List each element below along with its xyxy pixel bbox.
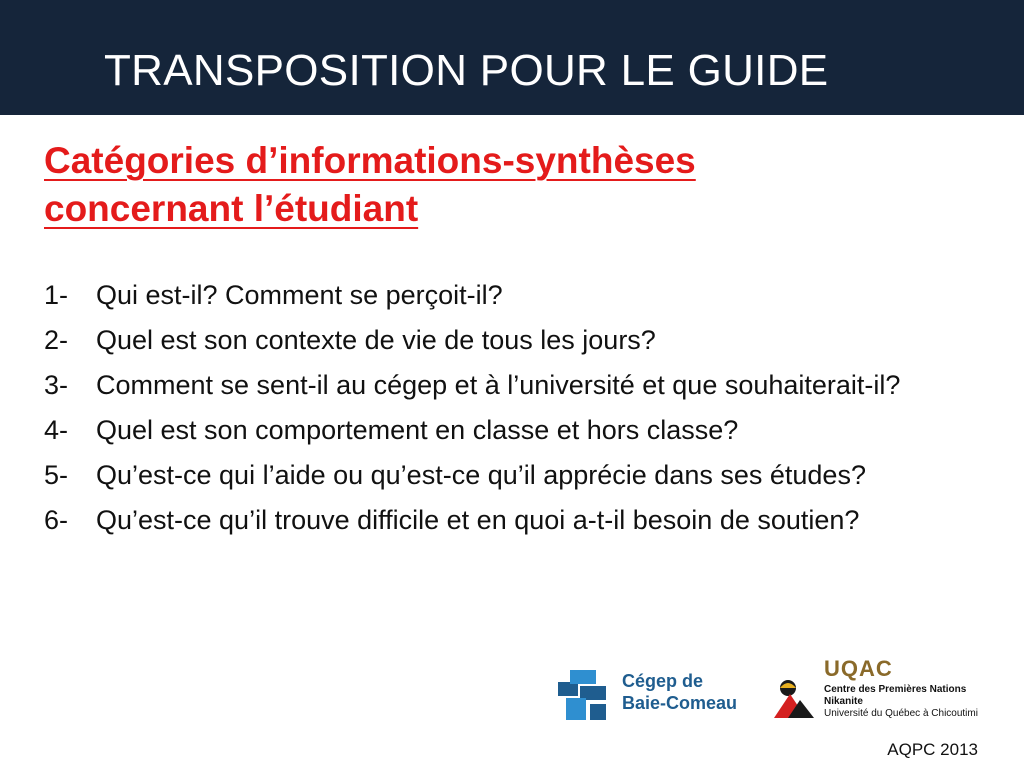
list-item-number: 1- [44, 280, 69, 310]
list-item-number: 5- [44, 460, 69, 490]
uqac-logo-line-3: Université du Québec à Chicoutimi [824, 708, 978, 719]
cegep-baie-comeau-logo [556, 662, 746, 724]
list-item [44, 368, 964, 403]
cegep-logo-line-2: Baie-Comeau [622, 693, 738, 713]
question-list [44, 278, 964, 548]
uqac-logo-line-2: Nikanite [824, 696, 863, 707]
footer-credit: AQPC 2013 [887, 740, 978, 759]
list-item [44, 458, 964, 493]
cegep-logo-icon [556, 668, 610, 722]
list-item-text: Quel est son contexte de vie de tous les jours? [96, 325, 656, 355]
uqac-logo-text [824, 684, 978, 720]
list-item-text: Qu’est-ce qui l’aide ou qu’est-ce qu’il apprécie dans ses études? [96, 460, 866, 490]
list-item-text: Quel est son comportement en classe et hors classe? [96, 415, 739, 445]
list-item-number: 4- [44, 415, 69, 445]
cegep-logo-line-1: Cégep de [622, 671, 704, 691]
list-item-text: Qui est-il? Comment se perçoit-il? [96, 280, 503, 310]
list-item-number: 6- [44, 505, 69, 535]
list-item [44, 323, 964, 358]
uqac-wordmark: UQAC [824, 656, 893, 681]
title-bar [0, 0, 1024, 115]
list-item-text: Qu’est-ce qu’il trouve difficile et en quoi a-t-il besoin de soutien? [96, 505, 860, 535]
slide-title: TRANSPOSITION POUR LE GUIDE [104, 46, 829, 95]
section-heading [44, 137, 944, 233]
list-item-number: 2- [44, 325, 69, 355]
list-item [44, 413, 964, 448]
list-item [44, 278, 964, 313]
section-heading-line-1: Catégories d’informations-synthèses [44, 140, 696, 181]
uqac-logo [770, 656, 1000, 726]
section-heading-line-2: concernant l’étudiant [44, 188, 419, 229]
list-item-text: Comment se sent-il au cégep et à l’université et que souhaiterait-il? [96, 370, 901, 400]
list-item [44, 503, 964, 538]
uqac-logo-line-1: Centre des Premières Nations [824, 684, 967, 695]
cegep-logo-text [622, 670, 737, 714]
list-item-number: 3- [44, 370, 69, 400]
uqac-logo-icon [770, 676, 818, 720]
